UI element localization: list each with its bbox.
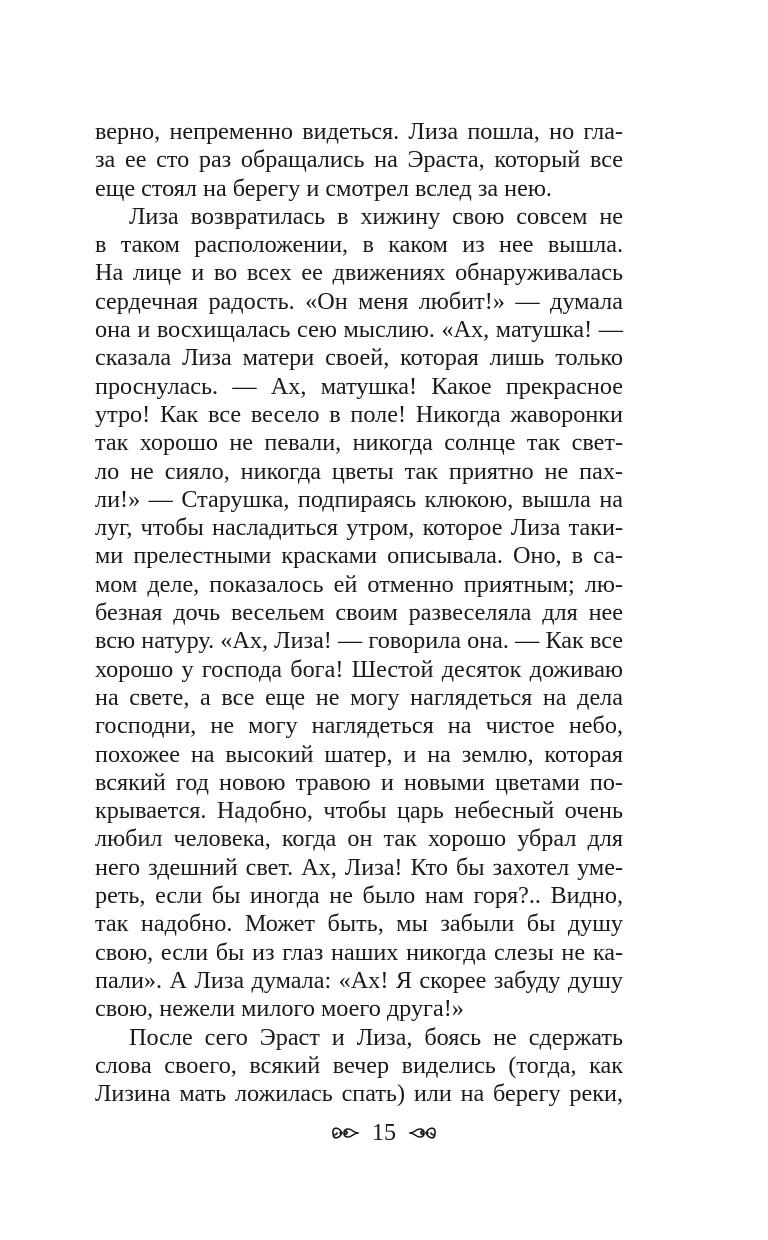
text-line: так хорошо не певали, никогда солнце так свет- xyxy=(95,429,623,457)
text-line: хорошо у господа бога! Шестой десяток доживаю xyxy=(95,655,623,683)
text-line: мом деле, показалось ей отменно приятным; лю- xyxy=(95,570,623,598)
body-text xyxy=(95,118,623,1108)
text-line: ли!» — Старушка, подпираясь клюкою, вышла на xyxy=(95,485,623,513)
left-floral-ornament-icon xyxy=(330,1123,360,1143)
text-line: проснулась. — Ах, матушка! Какое прекрасное xyxy=(95,372,623,400)
text-line: него здешний свет. Ах, Лиза! Кто бы захотел уме- xyxy=(95,853,623,881)
text-line: Лизина мать ложилась спать) или на берегу реки, xyxy=(95,1080,623,1108)
text-line: свою, если бы из глаз наших никогда слезы не ка- xyxy=(95,938,623,966)
text-line: луг, чтобы насладиться утром, которое Лиза таки- xyxy=(95,514,623,542)
text-line: верно, непременно видеться. Лиза пошла, но гла- xyxy=(95,118,623,145)
text-line: сердечная радость. «Он меня любит!» — думала xyxy=(95,287,623,315)
text-line: реть, если бы иногда не было нам горя?.. Видно, xyxy=(95,882,623,910)
text-line: Лиза возвратилась в хижину свою совсем не xyxy=(129,202,623,230)
text-line: так надобно. Может быть, мы забыли бы душу xyxy=(95,910,623,938)
text-line: утро! Как все весело в поле! Никогда жаворонки xyxy=(95,400,623,428)
text-line: пали». А Лиза думала: «Ах! Я скорее забуду душу xyxy=(95,966,623,994)
text-line: всякий год новою травою и новыми цветами по- xyxy=(95,768,623,796)
text-line: ми прелестными красками описывала. Оно, в са- xyxy=(95,542,623,570)
text-line: сказала Лиза матери своей, которая лишь только xyxy=(95,344,623,372)
page-number: 15 xyxy=(372,1120,396,1146)
text-line: безная дочь весельем своим развеселяла для нее xyxy=(95,599,623,627)
text-line: После сего Эраст и Лиза, боясь не сдержать xyxy=(129,1023,623,1051)
right-floral-ornament-icon xyxy=(408,1123,438,1143)
text-line: еще стоял на берегу и смотрел вслед за нею. xyxy=(95,174,552,202)
text-line: слова своего, всякий вечер виделись (тогда, как xyxy=(95,1051,623,1079)
text-line: в таком расположении, в каком из нее вышла. xyxy=(95,231,623,259)
text-line: всю натуру. «Ах, Лиза! — говорила она. — Как все xyxy=(95,627,623,655)
text-line: за ее сто раз обращались на Эраста, который все xyxy=(95,146,623,174)
page-footer xyxy=(0,1115,768,1151)
text-line: ло не сияло, никогда цветы так приятно не пах- xyxy=(95,457,623,485)
text-line: свою, нежели милого моего друга!» xyxy=(95,995,464,1023)
text-line: на свете, а все еще не могу наглядеться на дела xyxy=(95,683,623,711)
text-line: любил человека, когда он так хорошо убрал для xyxy=(95,825,623,853)
text-line: крывается. Надобно, чтобы царь небесный очень xyxy=(95,797,623,825)
text-line: На лице и во всех ее движениях обнаруживалась xyxy=(95,259,623,287)
text-line: похожее на высокий шатер, и на землю, которая xyxy=(95,740,623,768)
text-line: она и восхищалась сею мыслию. «Ах, матушка! — xyxy=(95,316,623,344)
text-line: господни, не могу наглядеться на чистое небо, xyxy=(95,712,623,740)
